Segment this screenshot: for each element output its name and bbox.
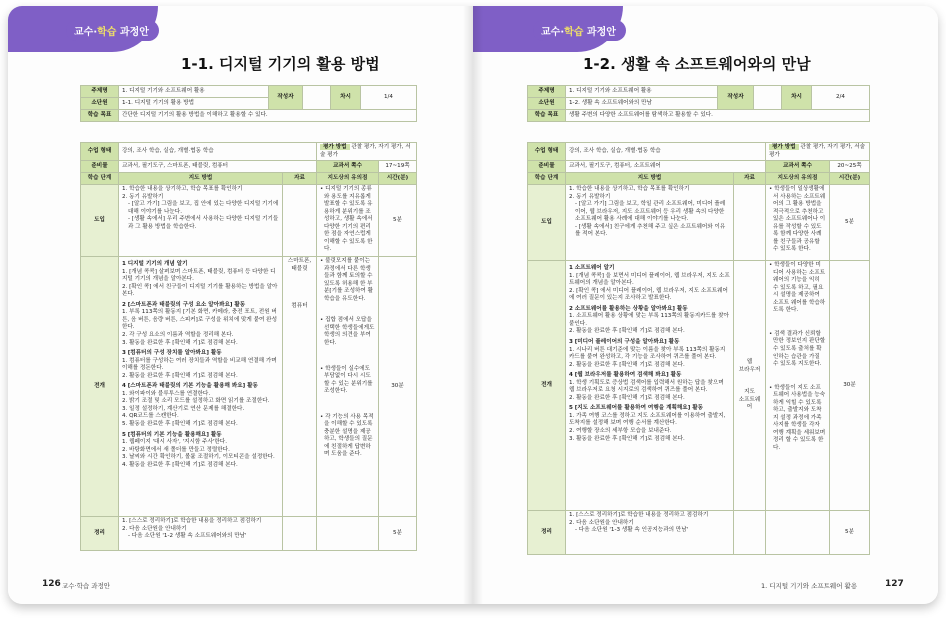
activity-block — [569, 306, 730, 336]
session-value: 1/4 — [361, 86, 417, 110]
table-row — [81, 257, 417, 517]
form-label: 수업 형태 — [81, 143, 119, 161]
eval-cell — [766, 143, 870, 161]
method-line: 1. 소프트웨어 활용 상황에 맞는 부록 113쪽의 활동지카드를 찾아 붙인다. — [569, 313, 729, 327]
note-line: • 디지털 기기의 종류와 용도를 지유롭게 발표할 수 있도록 유용하게 분위기를 조성하고, 생활 속에서 다양한 기기의 편리한 점을 자연스럽게 이해할 수 있도록 한다. — [320, 186, 373, 253]
stage-intro: 도입 — [81, 185, 119, 257]
eval-label: 평가 방법 — [769, 144, 799, 150]
method-line: 4. QR코드를 스캔한다. — [122, 413, 179, 420]
method-wrap — [566, 511, 734, 555]
header-material: 자료 — [734, 173, 766, 185]
material-intro — [734, 185, 766, 261]
activity-heading: [컴퓨터의 구성 장치를 알아봐요] 활동 — [127, 350, 222, 357]
count-value: 20~25쪽 — [830, 161, 870, 173]
table-row — [528, 261, 870, 511]
table-row — [81, 185, 417, 257]
form-value: 강의, 조사 학습, 실습, 개별·협동 학습 — [566, 143, 766, 161]
method-line: 3. 활동을 완료한 후 [확인해 기]로 점검해 본다. — [122, 339, 238, 346]
time-main: 30분 — [830, 261, 870, 511]
table-row — [528, 511, 870, 555]
lesson-info-table — [527, 85, 870, 122]
count-label: 교과서 쪽수 — [317, 161, 379, 173]
method-line: 3. 일정 설정하기, 계산기로 연산 문제를 해결한다. — [122, 405, 245, 412]
method-line: 3. 날씨와 시간 확인하기, 볼륨 조절하기, 이모티콘을 설정한다. — [122, 454, 275, 461]
method-line: 1. 학습한 내용을 상기하고, 학습 목표를 확인하기 — [569, 186, 690, 193]
section-tag — [66, 20, 159, 41]
session-label: 차시 — [782, 86, 812, 110]
stage-intro: 도입 — [528, 185, 566, 261]
goal-label: 학습 목표 — [528, 110, 566, 122]
page-title: 1-2. 생활 속 소프트웨어와의 만남 — [583, 55, 811, 73]
header-material: 자료 — [283, 173, 317, 185]
note-line: • 학생들이 지도 소프트웨어 사용법을 능숙하게 익힐 수 있도록 하고, 출발지와 도착지 설정 과정에 가족 사지를 학생들 각자 여행 계획을 세워보며 정리 할 수 있도록 한다. — [769, 384, 826, 452]
method-line: 1. 학습한 내용을 상기하고, 학습 목표를 확인하기 — [122, 186, 243, 193]
activity-number: 5 — [569, 405, 573, 412]
method-line: 2. 활동을 완료한 후 [확인해 기]로 점검해 본다. — [569, 328, 685, 335]
activity-number: 3 — [122, 350, 126, 357]
activity-heading: [컴퓨터의 기본 기능을 활용해요] 활동 — [127, 431, 222, 438]
method-line: 1. [개념 콕콕] 살펴보며 스마트폰, 태블릿, 컴퓨터 등 다양한 디지털 기기의 개념을 알아본다. — [122, 268, 276, 283]
activity-number: 2 — [122, 301, 126, 308]
method-line: 2. 동기 유발하기 — [569, 193, 611, 200]
activity-heading: 디지털 기기의 개념 알기 — [127, 261, 188, 268]
method-line: 5. 활동을 완료한 후 [확인해 기]로 점검해 본다. — [122, 421, 238, 428]
activity-number: 2 — [569, 305, 573, 312]
prep-value: 교과서, 필기도구, 컴퓨터, 소프트웨어 — [566, 161, 766, 173]
note-line: • 학생들이 다양한 미디어 사용하는 소프트웨어의 기능을 익히 수 있도록 하고, 필요시 설명을 제공하여 소프트 웨어를 학습하도록 한다. — [769, 262, 826, 314]
activity-block — [569, 339, 730, 369]
stage-main: 전개 — [528, 261, 566, 511]
form-label: 수업 형태 — [528, 143, 566, 161]
time-intro: 5분 — [830, 185, 870, 261]
author-label: 작성자 — [718, 86, 754, 110]
method-main — [566, 261, 734, 511]
prep-value: 교과서, 필기도구, 스마트폰, 태블릿, 컴퓨터 — [119, 161, 317, 173]
note-line: • 학생들이 일상생활에서 사용하는 소프트웨어의 그 활용 방법을 적극적으로 추천하고 있은 소프트웨어나 이유를 작성할 수 있도록 함께 다양한 사례를 친구들과 공유할 수 있도록 한다. — [769, 186, 826, 253]
notes-intro — [766, 185, 830, 261]
notes-intro — [317, 185, 379, 257]
note-line: • 학생들이 실수에도 부담없이 다시 시도할 수 있는 분위기를 조성한다. — [320, 365, 373, 395]
unit-value: 1-1. 디지털 기기의 활용 방법 — [119, 98, 269, 110]
method-line: 2. 각 구성 요소의 이름과 역할을 정리해 본다. — [122, 332, 234, 339]
material-main: 웹 브라우저 지도 소프트웨어 — [734, 261, 766, 511]
right-page — [473, 6, 938, 604]
subject-label: 주제명 — [81, 86, 119, 98]
section-tag — [533, 20, 626, 41]
method-line: - [알고 가기] 그림을 보고, 집 안에 있는 다양한 디지털 기기에 대해 이야기를 나눈다. — [128, 201, 279, 215]
activity-number: 5 — [122, 431, 126, 438]
page-number: 126 — [42, 579, 61, 589]
activity-heading: [스마트폰과 태블릿의 기본 기능을 활용해 봐요] 활동 — [127, 383, 258, 390]
unit-label: 소단원 — [528, 98, 566, 110]
method-line: 1. [개념 콕콕] 을 보면서 미디어 플레이어, 웹 브라우저, 지도 소프트웨어의 개념을 알아본다. — [569, 272, 730, 287]
method-line: 2. 바탕화면에서 새 폴더를 만들고 정렬한다. — [122, 446, 230, 453]
activity-block — [122, 350, 279, 380]
method-line: 1. 시나리 버튼 대기준에 맞는 이름을 찾아 부록 113쪽의 활동지카드를 붙여 완성하고, 각 기능을 조사하여 퀴즈를 풀어 본다. — [569, 346, 726, 361]
unit-label: 소단원 — [81, 98, 119, 110]
activity-number: 3 — [569, 339, 573, 346]
prep-label: 준비물 — [528, 161, 566, 173]
method-line: 2. 활동을 완료한 후 [확인해 기]로 점검해 본다. — [122, 372, 238, 379]
left-page — [8, 6, 473, 604]
eval-cell — [317, 143, 417, 161]
method-line: 2. 활동을 완료한 후 [확인해 기]로 점검해 본다. — [569, 394, 685, 401]
header-time: 시간(분) — [830, 173, 870, 185]
method-line: 1. [스스로 정리하기]로 학습한 내용을 정리하고 점검하기 — [122, 518, 262, 525]
activity-number: 4 — [569, 372, 573, 379]
activity-number: 1 — [569, 265, 573, 272]
header-method: 지도 방법 — [566, 173, 734, 185]
header-notes: 지도상의 유의점 — [766, 173, 830, 185]
method-line: 2. [확인 콕] 에서 미디어 플레이어, 웹 브라우저, 지도 소프트웨어에 여러 질문이 있는지 조사하고 발표한다. — [569, 287, 728, 302]
page-footer: 교수·학습 과정안 — [62, 582, 111, 590]
method-line: 1. 웹페이지 '대시 사자', '지시함 주사'한다. — [122, 439, 227, 446]
method-line: 2. 밝기 조절 및 소리 모드를 설정하고 화면 읽기를 조절한다. — [122, 398, 270, 405]
material-main: 스마트폰, 태블릿 컴퓨터 — [283, 257, 317, 517]
method-line: 2. 다음 소단원을 안내하기 — [569, 519, 634, 526]
note-line: • 검색 결과가 신뢰할 만한 정보인지 판단할 수 있도록 출처를 확인하는 습관을 가질 수 있도록 지도한다. — [769, 330, 826, 368]
method-intro — [566, 185, 734, 261]
author-value — [754, 86, 782, 110]
tag-highlight: 학습 — [564, 27, 584, 38]
stage-wrap: 정리 — [81, 517, 119, 551]
plan-header-row — [81, 173, 417, 185]
activity-heading: 소프트웨어를 활용하는 상황을 알아봐요] 활동 — [574, 305, 688, 312]
unit-value: 1-2. 생활 속 소프트웨어와의 만남 — [566, 98, 718, 110]
method-line: - [알고 가기] 그림을 보고, 학일 관리 소프트웨어, 미디어 플레이어, 웹 브라우저, 지도 소프트웨어 등 우리 생활 속의 다양한 소프트웨어 활용 사례에 대해 이야기를 나눈다. — [575, 201, 726, 223]
book-gutter — [463, 6, 483, 604]
notes-wrap — [766, 511, 830, 555]
note-line: • 각 기능의 사용 목적을 이해할 수 있도록 충분한 설명을 제공하고, 학생들의 질문에 친절하게 답변하며 도움을 준다. — [320, 413, 374, 458]
method-line: 1. 컴퓨터를 구성하는 여러 장치들과 역할을 비교해 연결해 가며 이해를 정돈한다. — [122, 357, 277, 372]
method-line: - [생활 속에서] 우리 주변에서 사용하는 다양한 디지털 기기들과 그 활용 방법을 학습한다. — [128, 216, 279, 230]
header-notes: 지도상의 유의점 — [317, 173, 379, 185]
method-line: 1. 부록 113쪽의 활동지 [기본 화면, 카메라, 충전 포트, 전원 버튼, 음 버튼, 음량 버튼, 스피커]로 구성을 위치에 맞게 붙여 완성한다. — [122, 309, 277, 331]
tag-prefix: 교수· — [541, 27, 565, 38]
method-line: - 다음 소단원 '1-3 생활 속 인공지능과의 만남' — [575, 527, 689, 534]
lesson-plan-table — [527, 142, 870, 555]
method-line: - [생활 속에서] 친구에게 추천해 주고 싶은 소프트웨어와 이유를 적어 본다. — [575, 223, 726, 238]
activity-block — [122, 302, 279, 347]
method-line: 1. [스스로 정리하기]로 학습한 내용을 정리하고 점검하기 — [569, 512, 709, 519]
method-line: 1. 학생 기획도로 증상법 검색어를 입력해서 원하는 답을 찾으며 웹 브라우저로 요청 시지로의 검색하여 퀴즈를 풀어 본다. — [569, 379, 724, 394]
time-wrap: 5분 — [379, 517, 417, 551]
subject-label: 주제명 — [528, 86, 566, 98]
activity-block — [569, 405, 730, 443]
header-stage: 학습 단계 — [528, 173, 566, 185]
activity-heading: [스마트폰과 태블릿의 구성 요소 알아봐요] 활동 — [127, 301, 246, 308]
session-label: 차시 — [331, 86, 361, 110]
plan-header-row — [528, 173, 870, 185]
activity-number: 1 — [122, 261, 126, 268]
time-wrap: 5분 — [830, 511, 870, 555]
method-line: 1. 가족 여행 코스를 정하고 지도 소프트웨어를 이용하여 출발지, 도착지를 설정해 보며 여행 순서를 계산한다. — [569, 412, 726, 427]
tag-highlight: 학습 — [97, 27, 117, 38]
table-row — [81, 517, 417, 551]
time-main: 30분 — [379, 257, 417, 517]
material-wrap — [283, 517, 317, 551]
tag-suffix: 과정안 — [583, 27, 616, 38]
prep-label: 준비물 — [81, 161, 119, 173]
table-row — [528, 185, 870, 261]
tag-prefix: 교수· — [74, 27, 98, 38]
notes-main — [317, 257, 379, 517]
time-intro: 5분 — [379, 185, 417, 257]
method-line: 2. 활동을 완료한 후 [확인해 기]로 점검해 본다. — [569, 361, 685, 368]
method-line: 4. 활동을 완료한 후 [확인해 기]로 점검해 본다. — [122, 461, 238, 468]
activity-block — [569, 372, 730, 402]
form-value: 강의, 조사 학습, 실습, 개별·협동 학습 — [119, 143, 317, 161]
count-label: 교과서 쪽수 — [766, 161, 830, 173]
author-label: 작성자 — [269, 86, 303, 110]
note-line: • 집합 점에서 오답을 선택한 학생들에게도 학생의 의견을 부여한다. — [320, 317, 375, 347]
activity-heading: [미디어 플레이어의 구성을 알아봐요] 활동 — [574, 339, 680, 346]
eval-value: 관찰 평가, 자기 평가, 서술 평가 — [769, 144, 866, 158]
method-line: 2. 여행할 장소의 세부항 모습을 보내준다. — [569, 428, 672, 435]
count-value: 17~19쪽 — [379, 161, 417, 173]
subject-value: 1. 디지털 기기와 소프트웨어 활용 — [119, 86, 269, 98]
goal-value: 생활 주변의 다양한 소프트웨어를 탐색하고 활용할 수 있다. — [566, 110, 870, 122]
activity-block — [122, 261, 279, 299]
book-spread — [8, 6, 938, 604]
stage-main: 전개 — [81, 257, 119, 517]
method-intro — [119, 185, 283, 257]
lesson-plan-table — [80, 142, 417, 551]
activity-number: 4 — [122, 383, 126, 390]
notes-wrap — [317, 517, 379, 551]
method-line: 2. 동기 유발하기 — [122, 193, 164, 200]
page-title: 1-1. 디지털 기기의 활용 방법 — [181, 55, 380, 73]
header-time: 시간(분) — [379, 173, 417, 185]
method-line: - 다음 소단원 '1-2 생활 속 소프트웨어와의 만남' — [128, 533, 247, 540]
eval-value: 관찰 평가, 자기 평가, 서술 평가 — [320, 144, 411, 158]
method-line: 2. [확인 콕] 에서 친구들이 디지털 기기를 활용하는 방법을 알아본다. — [122, 283, 278, 298]
author-value — [303, 86, 331, 110]
method-main — [119, 257, 283, 517]
eval-label: 평가 방법 — [320, 144, 350, 150]
stage-wrap: 정리 — [528, 511, 566, 555]
material-wrap — [734, 511, 766, 555]
header-method: 지도 방법 — [119, 173, 283, 185]
header-stage: 학습 단계 — [81, 173, 119, 185]
activity-heading: [웹 브라우저를 활용하여 검색해 봐요] 활동 — [574, 372, 682, 379]
note-line: • 불릿모지를 붙이는 과정에서 다른 학생들과 함께 토의할 수 있도록 허용해 한 부분[기를 조성하여 활 학습을 유도한다. — [320, 258, 373, 302]
activity-block — [122, 383, 279, 428]
method-line: 2. 다음 소단원을 안내하기 — [122, 525, 187, 532]
material-intro — [283, 185, 317, 257]
session-value: 2/4 — [812, 86, 870, 110]
activity-heading: [지도 소프트웨어를 활용하여 여행을 계획해요] 활동 — [574, 405, 704, 412]
goal-value: 간단한 디지털 기기의 활용 방법을 이해하고 활용할 수 있다. — [119, 110, 417, 122]
tag-suffix: 과정안 — [116, 27, 149, 38]
activity-block — [122, 432, 279, 470]
page-footer: 1. 디지털 기기와 소프트웨어 활용 — [761, 582, 858, 590]
method-line: 1. 와이파이와 블루투스를 연결한다. — [122, 390, 211, 397]
method-wrap — [119, 517, 283, 551]
activity-heading: 소프트웨어 알기 — [574, 265, 615, 272]
notes-main — [766, 261, 830, 511]
page-number: 127 — [885, 579, 904, 589]
subject-value: 1. 디지털 기기와 소프트웨어 활용 — [566, 86, 718, 98]
activity-block — [569, 265, 730, 303]
method-line: 3. 활동을 완료한 후 [확인해 기]로 점검해 본다. — [569, 435, 685, 442]
lesson-info-table — [80, 85, 417, 122]
goal-label: 학습 목표 — [81, 110, 119, 122]
